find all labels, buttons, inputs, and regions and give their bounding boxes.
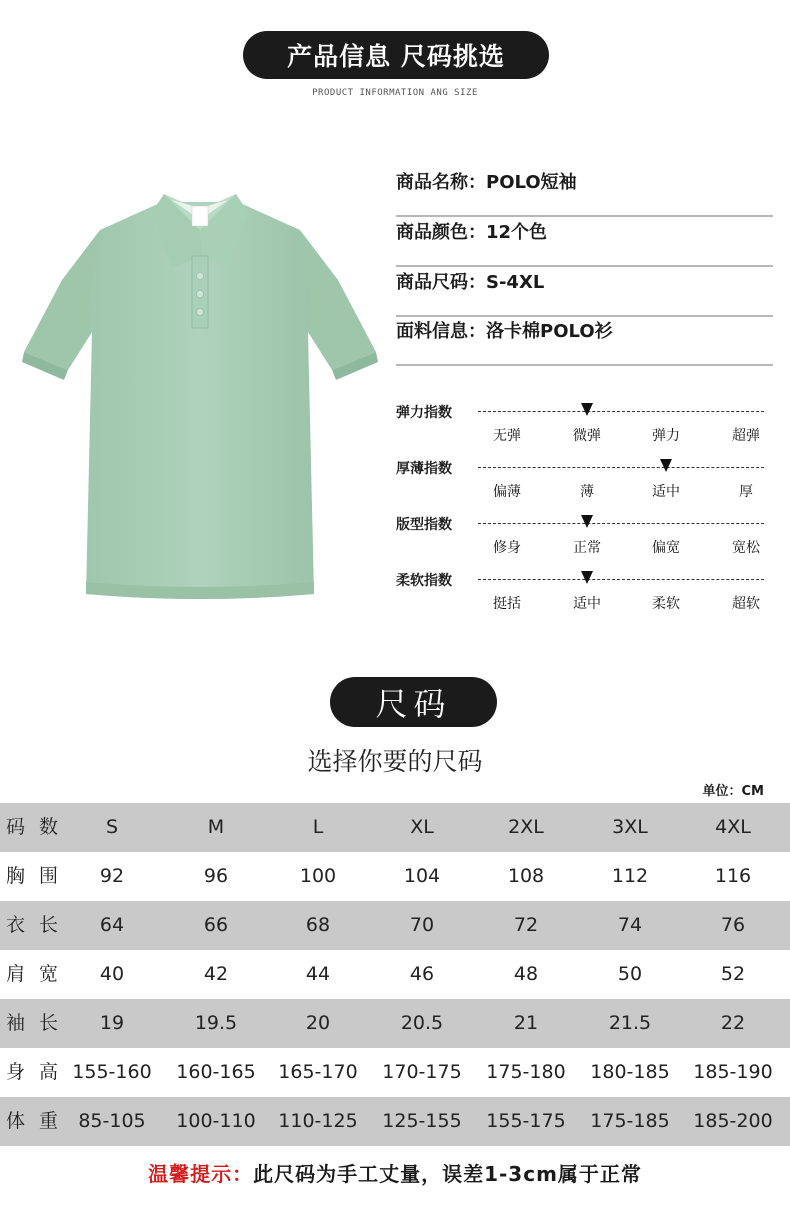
table-cell: 46 — [409, 963, 435, 985]
table-cell: L — [312, 816, 324, 838]
table-cell: 70 — [409, 914, 435, 936]
info-label: 商品尺码： — [396, 272, 486, 293]
index-option: 适中 — [573, 596, 601, 612]
table-cell: 100 — [299, 865, 337, 887]
index-label: 厚薄指数 — [396, 461, 452, 477]
table-cell: 185-200 — [693, 1110, 773, 1132]
index-marker-icon — [660, 459, 672, 472]
info-row-size — [396, 268, 773, 317]
table-cell: 52 — [720, 963, 746, 985]
divider — [396, 364, 773, 366]
table-row-label: 体重 — [6, 1110, 73, 1132]
table-cell: 22 — [720, 1012, 746, 1034]
table-cell: M — [207, 816, 225, 838]
table-cell: 108 — [507, 865, 545, 887]
table-cell: 155-175 — [486, 1110, 566, 1132]
size-tip — [0, 1158, 790, 1187]
index-option: 无弹 — [493, 428, 521, 444]
index-option: 修身 — [493, 540, 521, 556]
info-value: 洛卡棉POLO衫 — [486, 321, 613, 342]
table-cell: 4XL — [715, 816, 751, 838]
table-row — [0, 852, 790, 901]
index-track — [478, 523, 764, 524]
index-option: 弹力 — [652, 428, 680, 444]
table-cell: 96 — [203, 865, 229, 887]
index-option: 挺括 — [493, 596, 521, 612]
polo-shirt-icon — [22, 190, 378, 602]
table-cell: S — [105, 816, 119, 838]
size-section-title: 尺码 — [330, 677, 497, 727]
table-cell: 110-125 — [278, 1110, 358, 1132]
table-cell: 3XL — [612, 816, 648, 838]
index-track — [478, 579, 764, 580]
index-marker-icon — [581, 515, 593, 528]
table-row-label: 衣长 — [6, 914, 73, 936]
info-row-color — [396, 218, 773, 267]
divider — [396, 215, 773, 217]
table-cell: 92 — [99, 865, 125, 887]
table-row — [0, 901, 790, 950]
table-cell: 72 — [513, 914, 539, 936]
table-cell: 44 — [305, 963, 331, 985]
table-cell: 68 — [305, 914, 331, 936]
table-cell: 21.5 — [608, 1012, 652, 1034]
table-header-row — [0, 803, 790, 852]
table-cell: 104 — [403, 865, 441, 887]
table-cell: 19.5 — [194, 1012, 238, 1034]
index-option: 薄 — [580, 484, 594, 500]
index-thickness — [396, 458, 766, 498]
table-cell: 155-160 — [72, 1061, 152, 1083]
page-title: 产品信息 尺码挑选 — [243, 31, 549, 79]
table-cell: 170-175 — [382, 1061, 462, 1083]
info-label: 商品颜色： — [396, 222, 486, 243]
table-cell: 175-180 — [486, 1061, 566, 1083]
index-option: 宽松 — [732, 540, 760, 556]
table-row — [0, 1097, 790, 1146]
table-cell: 175-185 — [590, 1110, 670, 1132]
divider — [396, 265, 773, 267]
index-option: 超软 — [732, 596, 760, 612]
index-option: 柔软 — [652, 596, 680, 612]
table-row — [0, 950, 790, 999]
table-cell: 2XL — [508, 816, 544, 838]
table-cell: 21 — [513, 1012, 539, 1034]
info-row-name — [396, 168, 773, 217]
index-option: 偏宽 — [652, 540, 680, 556]
table-cell: 165-170 — [278, 1061, 358, 1083]
table-row-label: 身高 — [6, 1061, 73, 1083]
index-option: 适中 — [652, 484, 680, 500]
index-label: 柔软指数 — [396, 573, 452, 589]
index-label: 版型指数 — [396, 517, 452, 533]
index-label: 弹力指数 — [396, 405, 452, 421]
table-cell: 85-105 — [78, 1110, 146, 1132]
index-option: 偏薄 — [493, 484, 521, 500]
index-marker-icon — [581, 571, 593, 584]
index-softness — [396, 570, 766, 610]
table-cell: 20.5 — [400, 1012, 444, 1034]
index-option: 厚 — [739, 484, 753, 500]
index-marker-icon — [581, 403, 593, 416]
table-cell: 116 — [714, 865, 752, 887]
index-fit — [396, 514, 766, 554]
table-cell: 160-165 — [176, 1061, 256, 1083]
table-cell: 185-190 — [693, 1061, 773, 1083]
index-option: 微弹 — [573, 428, 601, 444]
table-cell: 19 — [99, 1012, 125, 1034]
table-cell: 125-155 — [382, 1110, 462, 1132]
table-cell: 42 — [203, 963, 229, 985]
size-section-subtitle: 选择你要的尺码 — [307, 747, 483, 776]
size-table — [0, 803, 790, 1146]
table-cell: 64 — [99, 914, 125, 936]
table-cell: 48 — [513, 963, 539, 985]
table-row-label: 胸围 — [6, 865, 73, 887]
table-cell: 180-185 — [590, 1061, 670, 1083]
table-cell: 112 — [611, 865, 649, 887]
info-row-fabric — [396, 317, 773, 366]
index-track — [478, 467, 764, 468]
table-row — [0, 999, 790, 1048]
index-elasticity — [396, 402, 766, 442]
table-cell: XL — [410, 816, 434, 838]
info-value: POLO短袖 — [486, 172, 577, 193]
table-cell: 40 — [99, 963, 125, 985]
index-track — [478, 411, 764, 412]
info-label: 面料信息： — [396, 321, 486, 342]
tip-label: 温馨提示： — [148, 1162, 254, 1186]
info-value: S-4XL — [486, 272, 545, 293]
table-row-label: 袖长 — [6, 1012, 73, 1034]
index-option: 超弹 — [732, 428, 760, 444]
info-label: 商品名称： — [396, 172, 486, 193]
unit-label: 单位：CM — [702, 784, 764, 799]
table-row-label: 肩宽 — [6, 963, 73, 985]
table-row-label: 码数 — [6, 816, 73, 838]
info-value: 12个色 — [486, 222, 548, 243]
table-cell: 74 — [617, 914, 643, 936]
table-row — [0, 1048, 790, 1097]
tip-text: 此尺码为手工丈量，误差1-3cm属于正常 — [253, 1162, 642, 1186]
table-cell: 76 — [720, 914, 746, 936]
table-cell: 66 — [203, 914, 229, 936]
page-subtitle: PRODUCT INFORMATION ANG SIZE — [312, 88, 478, 98]
table-cell: 100-110 — [176, 1110, 256, 1132]
index-option: 正常 — [573, 540, 601, 556]
table-cell: 20 — [305, 1012, 331, 1034]
table-cell: 50 — [617, 963, 643, 985]
